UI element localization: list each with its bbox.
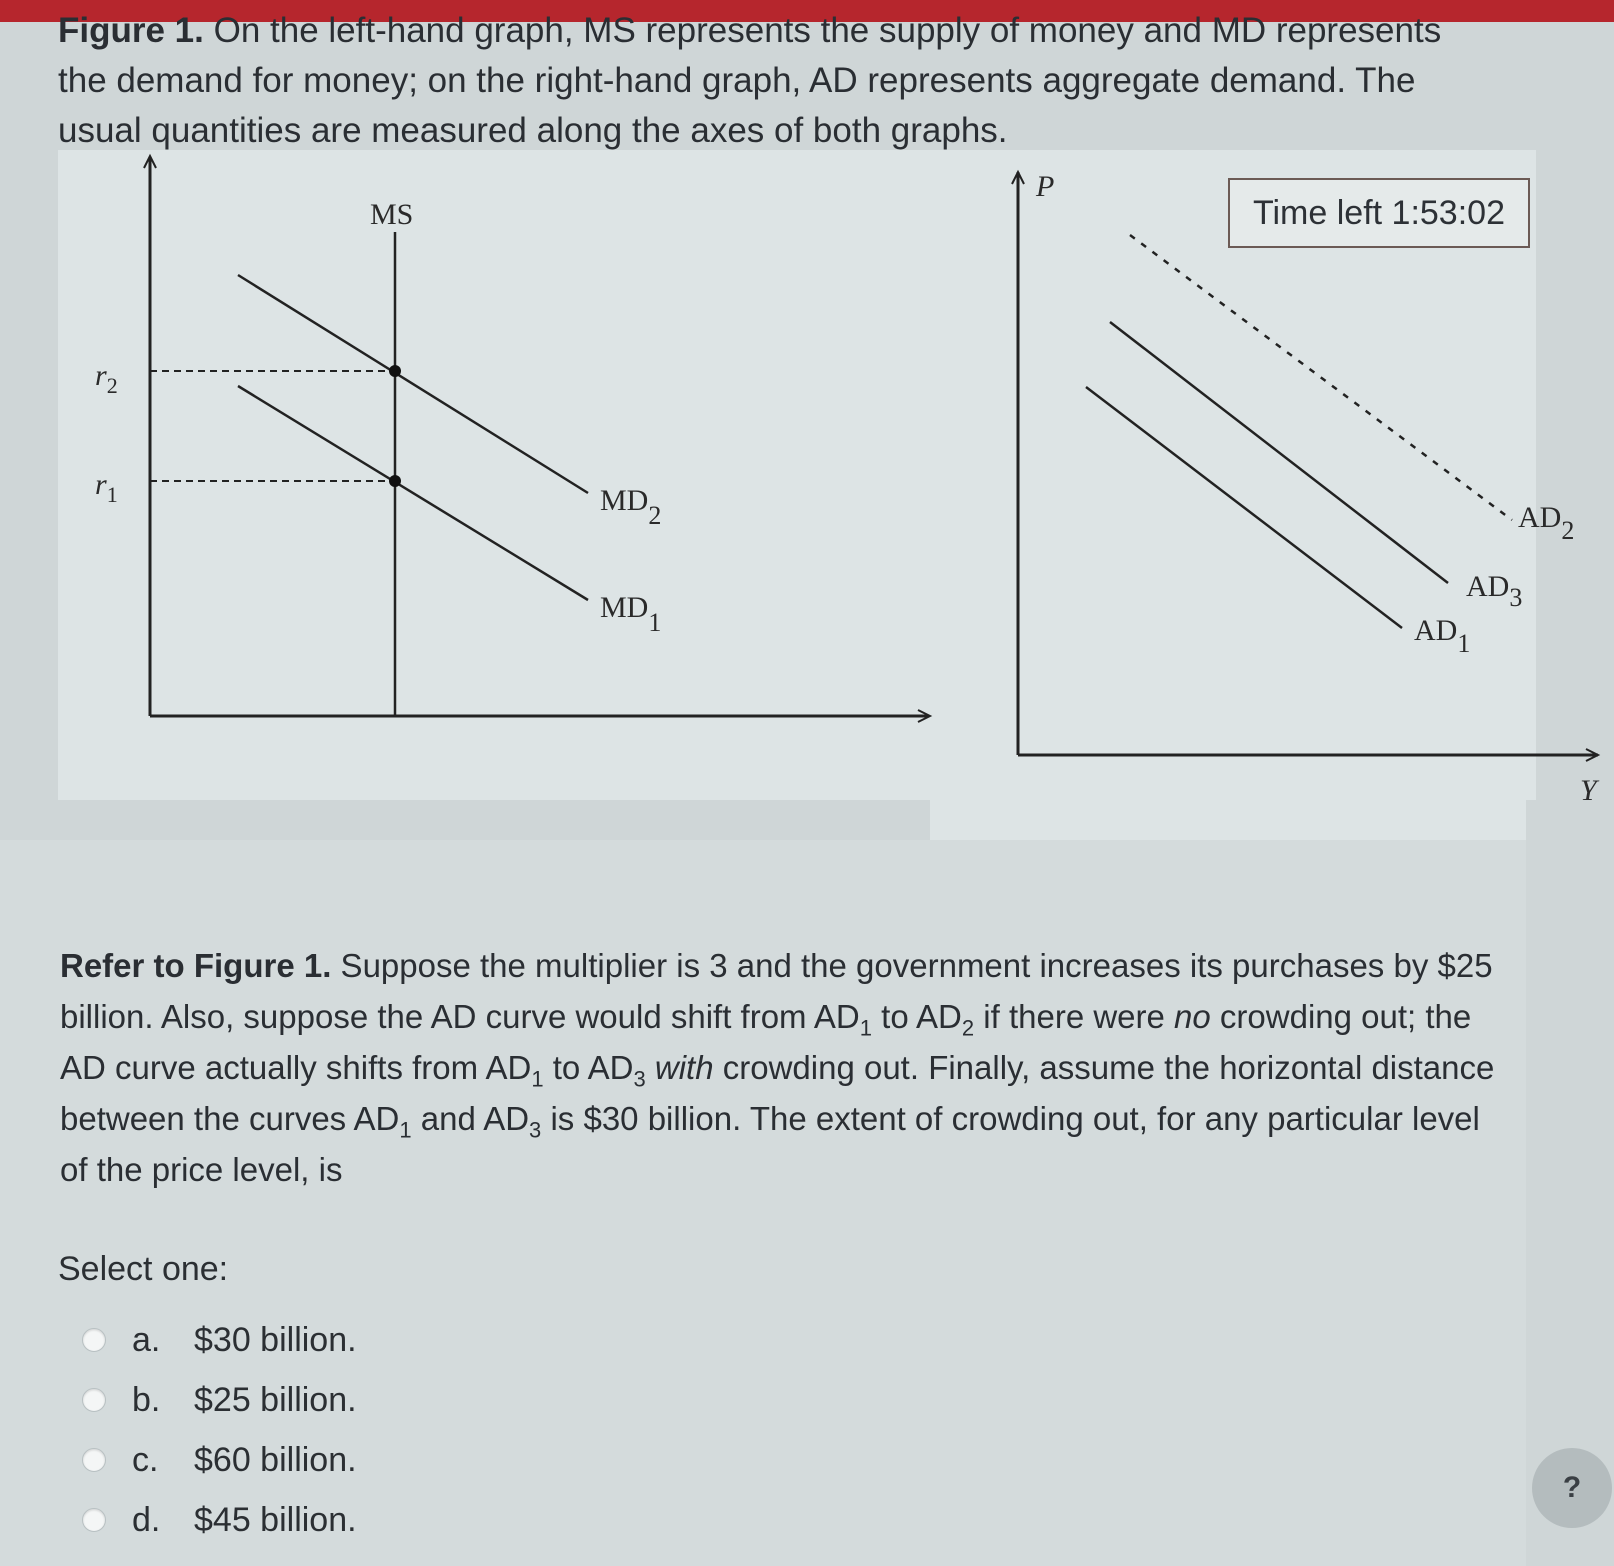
question-lead: Refer to Figure 1. [60, 947, 332, 984]
option-b-text: $25 billion. [194, 1380, 357, 1419]
radio-a[interactable] [82, 1328, 106, 1352]
option-a[interactable] [82, 1318, 357, 1362]
y-axis-label: Y [1580, 774, 1597, 807]
ad1-label: AD1 [1414, 614, 1471, 658]
figure-caption-text: On the left-hand graph, MS represents the supply of money and MD represents the demand for money; on the right-hand graph, AD represents aggregate demand. The usual quantities are measured along the axes of both graphs. [58, 11, 1442, 150]
select-one-label: Select one: [58, 1250, 229, 1288]
option-b-letter: b. [132, 1380, 161, 1419]
option-c[interactable] [82, 1438, 357, 1482]
ad3-curve [1110, 322, 1448, 583]
md2-label: MD2 [600, 484, 662, 530]
option-d-letter: d. [132, 1500, 161, 1539]
option-a-text: $30 billion. [194, 1320, 357, 1359]
help-button[interactable]: ? [1532, 1448, 1612, 1528]
question-text: Refer to Figure 1. Suppose the multiplier is 3 and the government increases its purchases by $25 billion. Also, suppose the AD curve would shift from $AD_1$ to $AD_2$ if there were no crowding out; the AD curve actually shifts from $AD_1$ to $AD_3$ with crowding out. Finally, assume the horizontal distance between the curves $AD_1$ and $AD_3$ is $30 billion. The extent of crowding out, for any particular level of the price level, is [60, 947, 1495, 1188]
ad3-label: AD3 [1466, 570, 1523, 612]
radio-c[interactable] [82, 1448, 106, 1472]
md1-label: MD1 [600, 591, 662, 637]
radio-b[interactable] [82, 1388, 106, 1412]
option-d-text: $45 billion. [194, 1500, 357, 1539]
r2-label: $r_2$ [95, 359, 118, 398]
ms-label: MS [370, 198, 414, 231]
option-d[interactable] [82, 1498, 357, 1542]
p-axis-label: P [1036, 170, 1055, 203]
option-a-letter: a. [132, 1320, 161, 1359]
ad2-curve [1130, 235, 1512, 520]
ad2-label: AD2 [1518, 501, 1575, 545]
radio-d[interactable] [82, 1508, 106, 1532]
ad1-curve [1086, 387, 1402, 628]
option-b[interactable] [82, 1378, 357, 1422]
time-left-box: Time left 1:53:02 [1228, 178, 1530, 248]
figure-label: Figure 1. [58, 11, 204, 50]
option-c-letter: c. [132, 1440, 159, 1479]
r1-label: $r_1$ [95, 468, 118, 507]
option-c-text: $60 billion. [194, 1440, 357, 1479]
